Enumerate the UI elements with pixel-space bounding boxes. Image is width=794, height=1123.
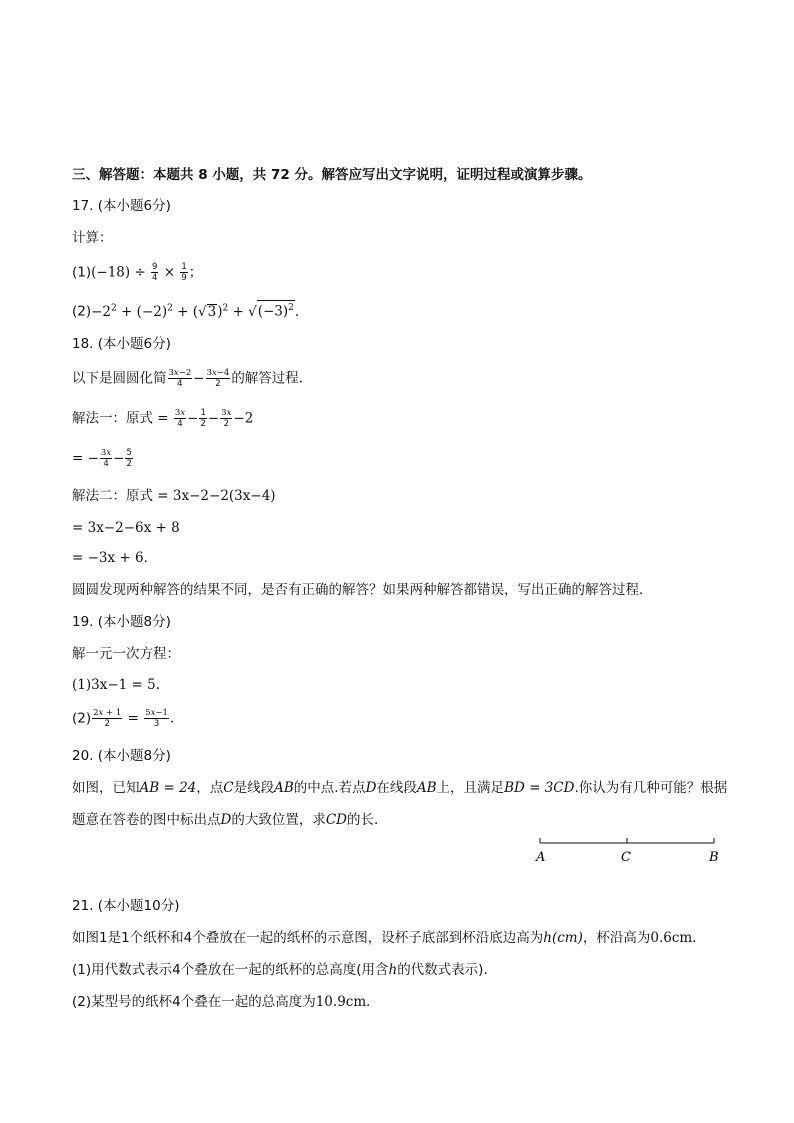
- q19-part1: (1)3x−1 = 5.: [72, 677, 161, 693]
- q17-part1: (1)(−18) ÷ $\frac{9}{4}$ × $\frac{1}{9}$ ；: [72, 262, 203, 283]
- label-b: B: [709, 850, 719, 865]
- q19-part2: (2) $\frac{2x + 1}{2}$ = $\frac{5x-1}{3}$ .: [72, 708, 175, 729]
- fraction: $\frac{2x + 1}{2}$: [93, 708, 122, 729]
- q20-title: 20. (本小题8分): [72, 748, 171, 764]
- fraction: $\frac{5x-1}{3}$: [145, 708, 168, 729]
- part-label: (1): [72, 264, 92, 281]
- q18-method1-step: = − $\frac{3x}{4}$ − $\frac{5}{2}$: [72, 448, 132, 469]
- q19-title: 19. (本小题8分): [72, 614, 171, 630]
- q20-text2: 题意在答卷的图中标出点D的大致位置，求CD的长．: [72, 812, 388, 828]
- segment-diagram: [530, 834, 730, 868]
- q21-title: 21. (本小题10分): [72, 898, 180, 914]
- fraction: $\frac{1}{9}$: [181, 262, 187, 283]
- fraction: $\frac{9}{4}$: [152, 262, 158, 283]
- q21-part2: (2)某型号的纸杯4个叠在一起的总高度为10.9cm．: [72, 994, 380, 1010]
- q18-method2-step2: = −3x + 6．: [72, 550, 158, 566]
- q21-text: 如图1是1个纸杯和4个叠放在一起的纸杯的示意图，设杯子底部到杯沿底边高为h(cm)，杯沿高为0.6cm．: [72, 930, 706, 946]
- q18-question: 圆圆发现两种解答的结果不同，是否有正确的解答？如果两种解答都错误，写出正确的解答过程．: [72, 582, 653, 598]
- fraction: $\frac{3x}{2}$: [221, 408, 232, 429]
- q18-method2-step1: = 3x−2−6x + 8: [72, 520, 180, 536]
- q20-text1: 如图，已知AB = 24，点C是线段AB的中点.若点D在线段AB上，且满足BD = 3CD.你认为有几种可能？根据: [72, 780, 728, 796]
- fraction: $\frac{3x-4}{2}$: [206, 368, 230, 389]
- label-c: C: [621, 850, 631, 865]
- fraction: $\frac{3x}{4}$: [174, 408, 186, 429]
- q17-instruction: 计算：: [72, 230, 113, 246]
- fraction: $\frac{1}{2}$: [200, 408, 206, 429]
- fraction: $\frac{5}{2}$: [126, 448, 132, 469]
- q21-part1: (1)用代数式表示4个叠放在一起的纸杯的总高度(用含h的代数式表示)．: [72, 962, 497, 978]
- q18-method2: 解法二：原式 = 3x−2−2(3x−4): [72, 488, 276, 504]
- q18-title: 18. (本小题6分): [72, 336, 171, 352]
- q17-part2: $(2)-2^2 + (-2)^2 + (√3)^2 + √(-3)^2$.: [72, 298, 299, 322]
- q18-intro: 以下是圆圆化简 $\frac{3x-2}{4}$ − $\frac{3x-4}{2}$ 的解答过程．: [72, 368, 313, 389]
- section-header: 三、解答题：本题共 8 小题，共 72 分。解答应写出文字说明，证明过程或演算步骤。: [72, 167, 592, 183]
- label-a: A: [536, 850, 546, 865]
- q18-method1: 解法一：原式 = $\frac{3x}{4}$ − $\frac{1}{2}$ − $\frac{3x}{2}$ −2: [72, 408, 254, 429]
- part-label: (2): [72, 303, 92, 320]
- q19-instruction: 解一元一次方程：: [72, 646, 180, 662]
- fraction: $\frac{3x-2}{4}$: [168, 368, 192, 389]
- q17-title: 17. (本小题6分): [72, 198, 171, 214]
- fraction: $\frac{3x}{4}$: [100, 448, 112, 469]
